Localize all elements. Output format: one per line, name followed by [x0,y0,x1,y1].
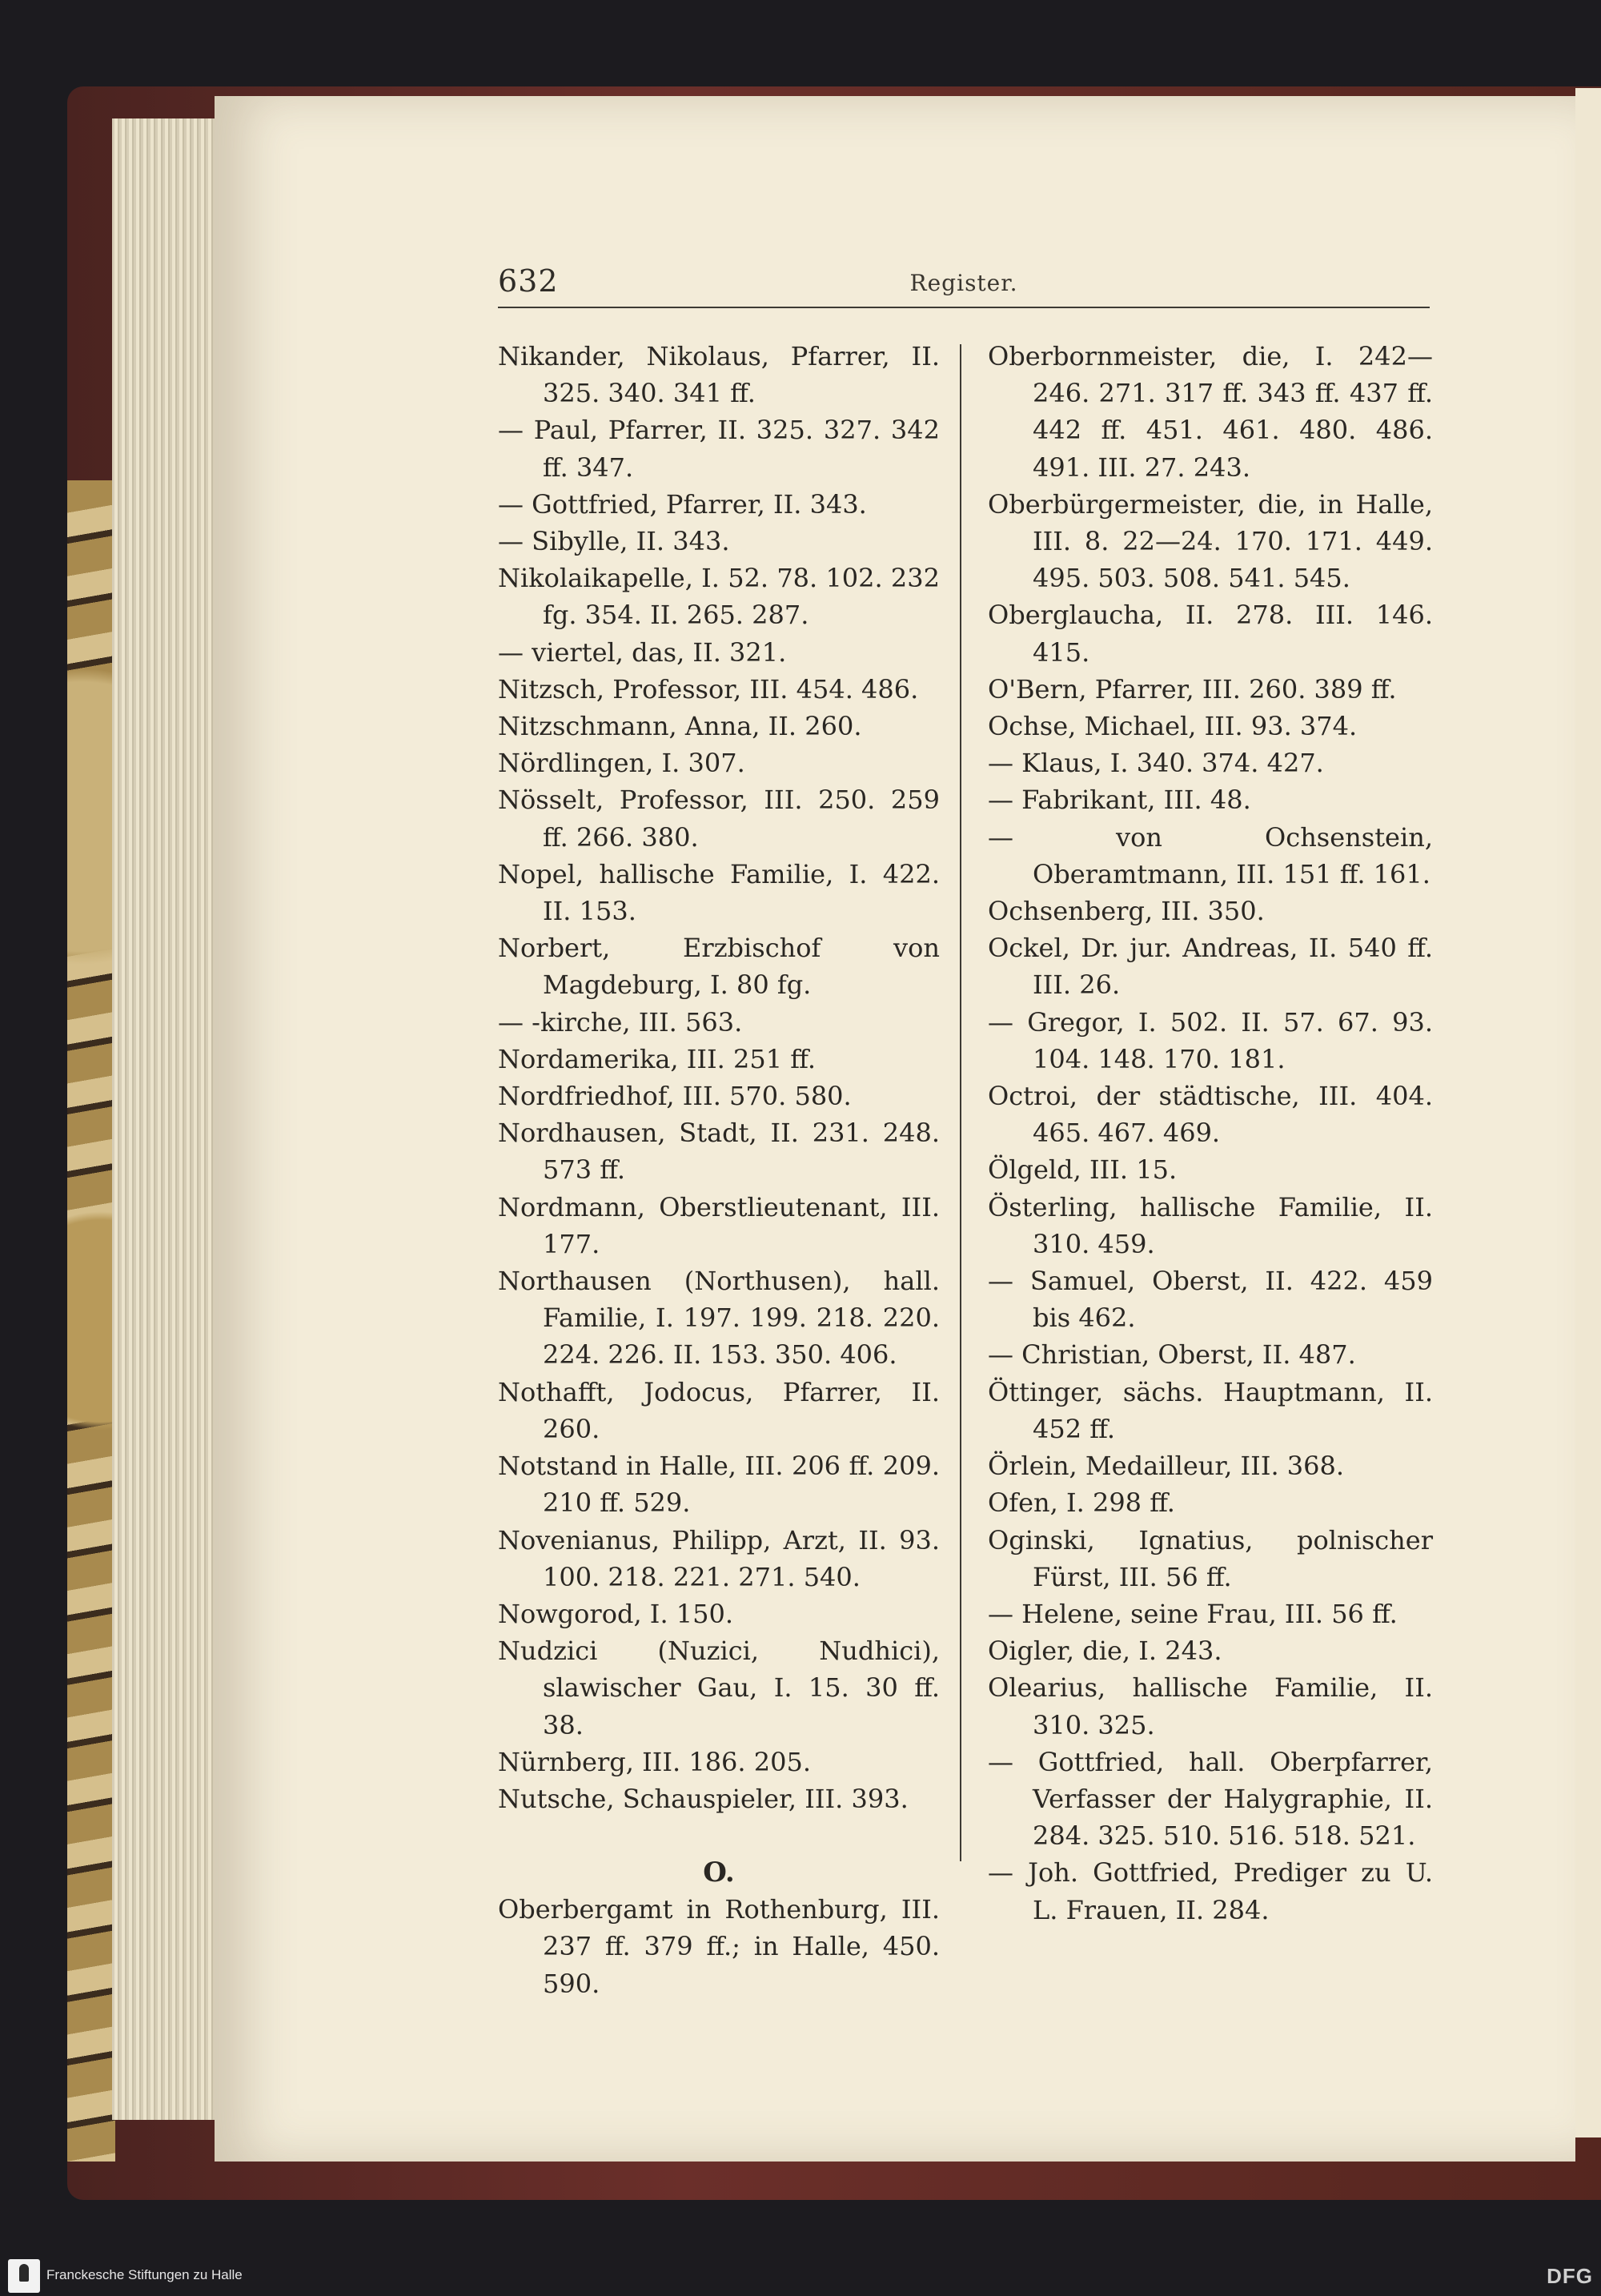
index-entry: Ochse, Michael, III. 93. 374. [988,711,1358,742]
index-entry: Octroi, der städtische, III. 404. 465. 467. 469. [988,1081,1433,1149]
index-entry: Oginski, Ignatius, polnischer Fürst, III. 56 ff. [988,1524,1433,1592]
index-entry: Novenianus, Philipp, Arzt, II. 93. 100. 218. 221. 271. 540. [498,1524,940,1592]
index-entry: Nowgorod, I. 150. [498,1598,734,1629]
index-entry: Nutsche, Schauspieler, III. 393. [498,1783,909,1814]
page-number: 632 [498,263,559,299]
index-entry: — Paul, Pfarrer, II. 325. 327. 342 ff. 347. [498,415,940,483]
index-entry: Nösselt, Professor, III. 250. 259 ff. 266. 380. [498,785,940,853]
page-edges [112,118,224,2120]
index-entry: — Gregor, I. 502. II. 57. 67. 93. 104. 148. 170. 181. [988,1006,1433,1074]
index-entry: Nordmann, Oberstlieutenant, III. 177. [498,1191,940,1259]
index-entry: Ofen, I. 298 ff. [988,1487,1175,1519]
institution-logo-icon [8,2259,40,2293]
index-entry: Nothafft, Jodocus, Pfarrer, II. 260. [498,1376,940,1444]
index-entry: — Helene, seine Frau, III. 56 ff. [988,1598,1398,1629]
index-entry: Oberbornmeister, die, I. 242—246. 271. 317 ff. 343 ff. 437 ff. 442 ff. 451. 461. 480. 486. 491. III. 27. 243. [988,341,1433,483]
index-entry: Örlein, Medailleur, III. 368. [988,1451,1345,1482]
index-entry: — Gottfried, hall. Oberpfarrer, Verfasser der Halygraphie, II. 284. 325. 510. 516. 518. 521. [988,1746,1433,1852]
index-entry: Nudzici (Nuzici, Nudhici), slawischer Gau, I. 15. 30 ff. 38. [498,1636,940,1740]
index-entry: O'Bern, Pfarrer, III. 260. 389 ff. [988,673,1397,704]
index-entry: Nitzschmann, Anna, II. 260. [498,711,862,742]
marbled-edge [67,480,115,2162]
index-entry: — von Ochsenstein, Oberamtmann, III. 151 ff. 161. [988,821,1433,889]
index-entry: Olearius, hallische Familie, II. 310. 325. [988,1672,1433,1740]
index-entry: Öttinger, sächs. Hauptmann, II. 452 ff. [988,1376,1433,1444]
index-entry: — Klaus, I. 340. 374. 427. [988,748,1324,779]
next-page-edge [1575,88,1601,2137]
index-entry: Nördlingen, I. 307. [498,748,745,779]
index-entry: — Samuel, Oberst, II. 422. 459 bis 462. [988,1266,1433,1334]
footer-bar [0,2256,1601,2296]
index-entry: Nikolaikapelle, I. 52. 78. 102. 232 fg. 354. II. 265. 287. [498,563,940,631]
left-entries-after [498,1891,940,2002]
index-entry: Nürnberg, III. 186. 205. [498,1746,811,1777]
index-entry: Nordhausen, Stadt, II. 231. 248. 573 ff. [498,1118,940,1186]
left-column [498,338,940,2002]
index-entry: Norbert, Erzbischof von Magdeburg, I. 80 fg. [498,933,940,1001]
index-entry: Ockel, Dr. jur. Andreas, II. 540 ff. III. 26. [988,933,1433,1001]
index-entry: Ölgeld, III. 15. [988,1154,1178,1186]
index-entry: — -kirche, III. 563. [498,1006,743,1038]
index-entry: — Joh. Gottfried, Prediger zu U. L. Frauen, II. 284. [988,1857,1433,1925]
index-entry: — Gottfried, Pfarrer, II. 343. [498,488,867,520]
index-entry: Oberbürgermeister, die, in Halle, III. 8. 22—24. 170. 171. 449. 495. 503. 508. 541. 545. [988,488,1433,594]
index-entry: Notstand in Halle, III. 206 ff. 209. 210 ff. 529. [498,1451,940,1519]
column-divider [960,344,961,1861]
section-letter: O. [703,1856,735,1889]
running-title: Register. [909,270,1018,296]
index-entry: — Sibylle, II. 343. [498,526,730,557]
index-entry: Oberbergamt in Rothenburg, III. 237 ff. 379 ff.; in Halle, 450. 590. [498,1894,940,1999]
index-entry: Ochsenberg, III. 350. [988,896,1265,927]
index-entry: Nordamerika, III. 251 ff. [498,1043,817,1074]
index-entry: Nopel, hallische Familie, I. 422. II. 153. [498,858,940,927]
index-entry: Nitzsch, Professor, III. 454. 486. [498,673,919,704]
index-entry: Northausen (Northusen), hall. Familie, I. 197. 199. 218. 220. 224. 226. II. 153. 350. 406. [498,1266,940,1371]
page-header [498,260,1430,308]
index-entry: Nordfriedhof, III. 570. 580. [498,1081,852,1112]
index-entry: — Christian, Oberst, II. 487. [988,1339,1356,1371]
dfg-badge: DFG [1547,2264,1593,2288]
left-entries [498,338,940,1817]
index-entry: Oigler, die, I. 243. [988,1636,1222,1667]
footer-source: Franckesche Stiftungen zu Halle [46,2267,243,2282]
index-entry: Nikander, Nikolaus, Pfarrer, II. 325. 340. 341 ff. [498,341,940,409]
index-entry: Österling, hallische Familie, II. 310. 459. [988,1191,1433,1259]
index-entry: — Fabrikant, III. 48. [988,785,1251,816]
right-column [988,338,1433,1929]
index-entry: — viertel, das, II. 321. [498,636,787,668]
index-entry: Oberglaucha, II. 278. III. 146. 415. [988,600,1433,668]
